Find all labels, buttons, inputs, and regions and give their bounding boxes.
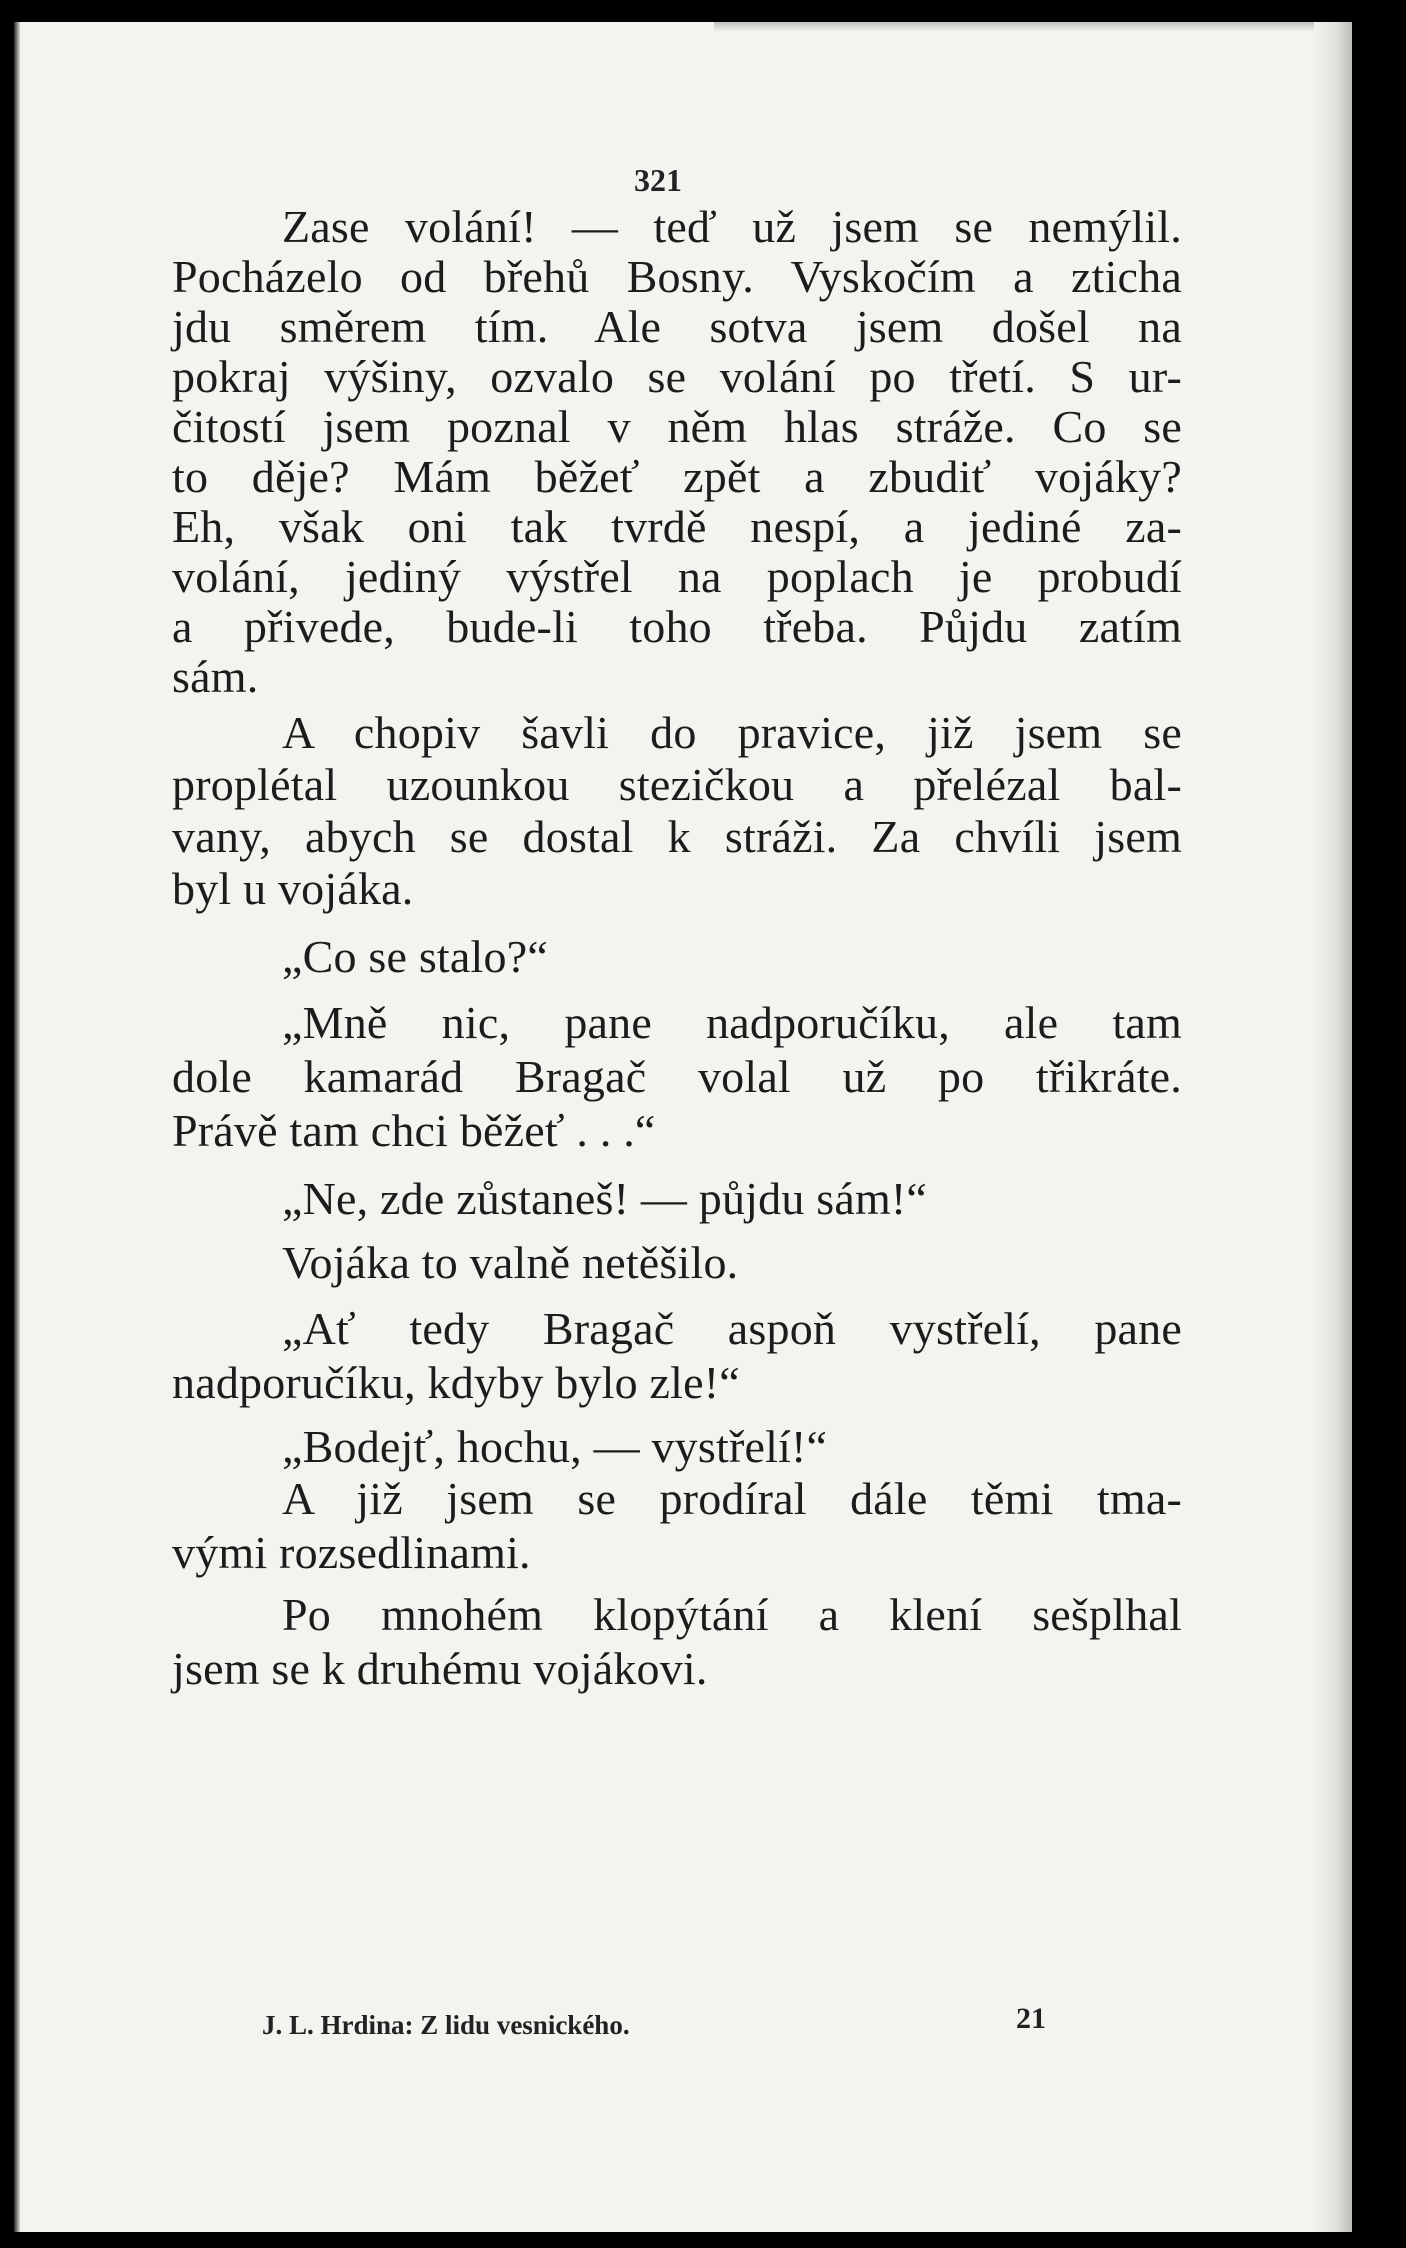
text-line: A již jsem se prodíral dále těmi tma- bbox=[282, 1473, 1182, 1524]
text-line: pokraj výšiny, ozvalo se volání po třetí. S ur- bbox=[172, 351, 1182, 402]
text-line: nadporučíku, kdyby bylo zle!“ bbox=[172, 1357, 740, 1408]
text-line: vými rozsedlinami. bbox=[172, 1527, 531, 1578]
text-line: čitostí jsem poznal v něm hlas stráže. Co se bbox=[172, 401, 1182, 452]
text-line: jdu směrem tím. Ale sotva jsem došel na bbox=[172, 301, 1182, 352]
page-right-edge bbox=[1312, 22, 1352, 2232]
text-line: jsem se k druhému vojákovi. bbox=[172, 1643, 708, 1694]
text-line: dole kamarád Bragač volal už po třikráte. bbox=[172, 1051, 1182, 1102]
page-left-edge bbox=[14, 22, 20, 2232]
text-line: Pocházelo od břehů Bosny. Vyskočím a zticha bbox=[172, 251, 1182, 302]
page-top-smudge bbox=[714, 22, 1314, 32]
text-line: „Ať tedy Bragač aspoň vystřelí, pane bbox=[282, 1303, 1182, 1354]
text-line: volání, jediný výstřel na poplach je probudí bbox=[172, 551, 1182, 602]
text-line: „Mně nic, pane nadporučíku, ale tam bbox=[282, 997, 1182, 1048]
text-line: „Ne, zde zůstaneš! — půjdu sám!“ bbox=[282, 1173, 928, 1224]
text-line: a přivede, bude-li toho třeba. Půjdu zatím bbox=[172, 601, 1182, 652]
text-line: Vojáka to valně netěšilo. bbox=[282, 1237, 739, 1288]
footer-signature: J. L. Hrdina: Z lidu vesnického. bbox=[262, 2010, 630, 2040]
text-line: vany, abych se dostal k stráži. Za chvíli jsem bbox=[172, 811, 1182, 862]
text-line: Zase volání! — teď už jsem se nemýlil. bbox=[282, 201, 1182, 252]
text-line: „Bodejť, hochu, — vystřelí!“ bbox=[282, 1421, 828, 1472]
text-line: Právě tam chci běžeť . . .“ bbox=[172, 1105, 656, 1156]
page-number: 321 bbox=[634, 162, 682, 198]
text-line: A chopiv šavli do pravice, již jsem se bbox=[282, 707, 1182, 758]
text-line: Eh, však oni tak tvrdě nespí, a jediné za- bbox=[172, 501, 1182, 552]
text-line: sám. bbox=[172, 651, 259, 702]
text-line: byl u vojáka. bbox=[172, 863, 414, 914]
text-line: proplétal uzounkou stezičkou a přelézal bal- bbox=[172, 759, 1182, 810]
book-page bbox=[14, 22, 1352, 2232]
text-line: „Co se stalo?“ bbox=[282, 931, 548, 982]
text-line: to děje? Mám běžeť zpět a zbudiť vojáky? bbox=[172, 451, 1182, 502]
footer-sheet-number: 21 bbox=[1016, 2002, 1046, 2035]
text-line: Po mnohém klopýtání a klení sešplhal bbox=[282, 1589, 1182, 1640]
